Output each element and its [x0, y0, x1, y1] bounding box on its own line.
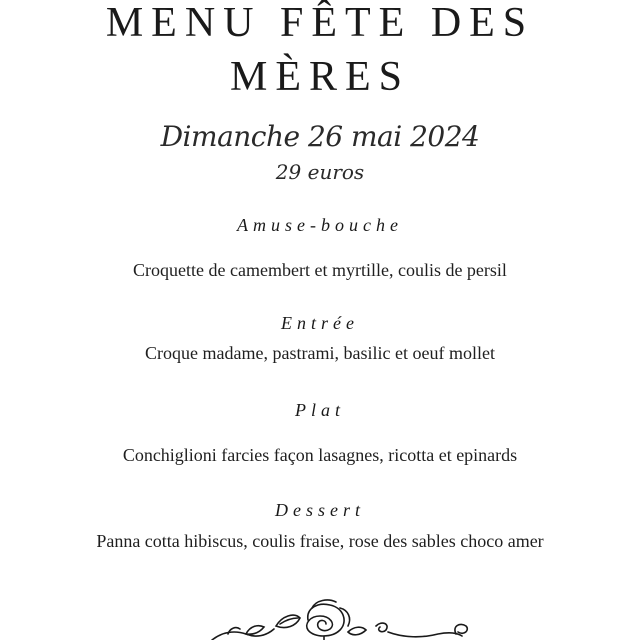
dish-amuse-bouche: Croquette de camembert et myrtille, coulis de persil — [133, 260, 507, 280]
event-date: Dimanche 26 mai 2024 — [160, 120, 480, 153]
rose-line-drawing-icon — [0, 596, 640, 640]
section-title-entree: Entrée — [281, 313, 359, 333]
section-title-dessert: Dessert — [275, 500, 365, 520]
dish-entree: Croque madame, pastrami, basilic et oeuf mollet — [145, 343, 495, 363]
menu-title-line-1: MENU FÊTE DES — [105, 0, 535, 46]
dish-dessert: Panna cotta hibiscus, coulis fraise, rose des sables choco amer — [96, 531, 544, 551]
dish-plat: Conchiglioni farcies façon lasagnes, ricotta et epinards — [122, 445, 518, 465]
menu-title-line-2: MÈRES — [229, 54, 411, 100]
section-title-plat: Plat — [295, 400, 345, 420]
menu-price: 29 euros — [275, 160, 365, 184]
section-title-amuse-bouche: Amuse-bouche — [237, 215, 403, 235]
